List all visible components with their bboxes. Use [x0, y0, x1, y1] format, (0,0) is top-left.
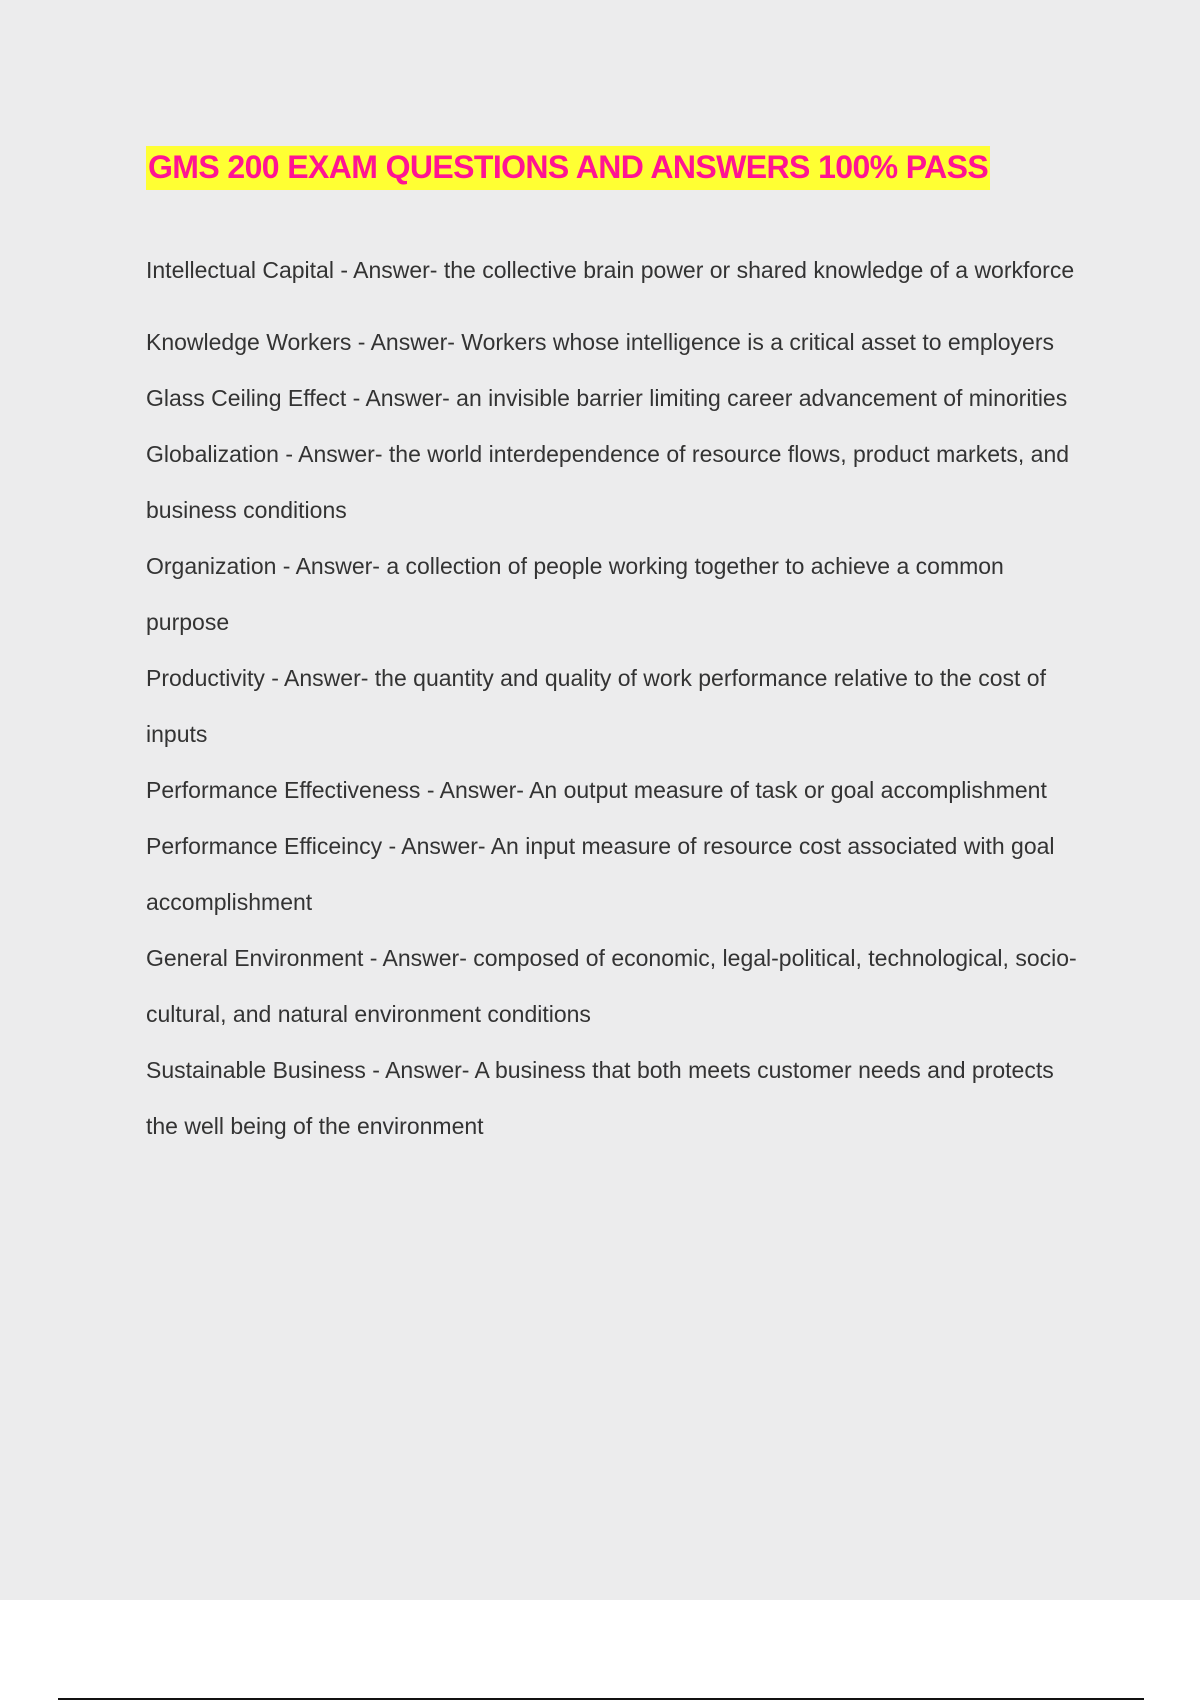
qa-entry: Globalization - Answer- the world interdependence of resource flows, product markets, and business conditions — [146, 441, 1070, 523]
qa-entry: General Environment - Answer- composed of economic, legal-political, technological, socio-cultural, and natural environment conditions — [146, 945, 1077, 1027]
qa-entry: Organization - Answer- a collection of people working together to achieve a common purpose — [146, 553, 1004, 635]
qa-entry-list — [146, 242, 1086, 1154]
qa-entry: Glass Ceiling Effect - Answer- an invisible barrier limiting career advancement of minorities — [146, 385, 1068, 411]
qa-entry: Productivity - Answer- the quantity and quality of work performance relative to the cost of inputs — [146, 665, 1046, 747]
qa-entry: Performance Efficeincy - Answer- An input measure of resource cost associated with goal accomplishment — [146, 833, 1055, 915]
qa-entry: Knowledge Workers - Answer- Workers whose intelligence is a critical asset to employers — [146, 329, 1055, 355]
document-title: GMS 200 EXAM QUESTIONS AND ANSWERS 100% PASS — [146, 146, 990, 190]
qa-entry: Performance Effectiveness - Answer- An output measure of task or goal accomplishment — [146, 777, 1047, 803]
qa-entry: Intellectual Capital - Answer- the collective brain power or shared knowledge of a workforce — [146, 257, 1075, 283]
qa-entry: Sustainable Business - Answer- A business that both meets customer needs and protects the well being of the environment — [146, 1057, 1054, 1139]
